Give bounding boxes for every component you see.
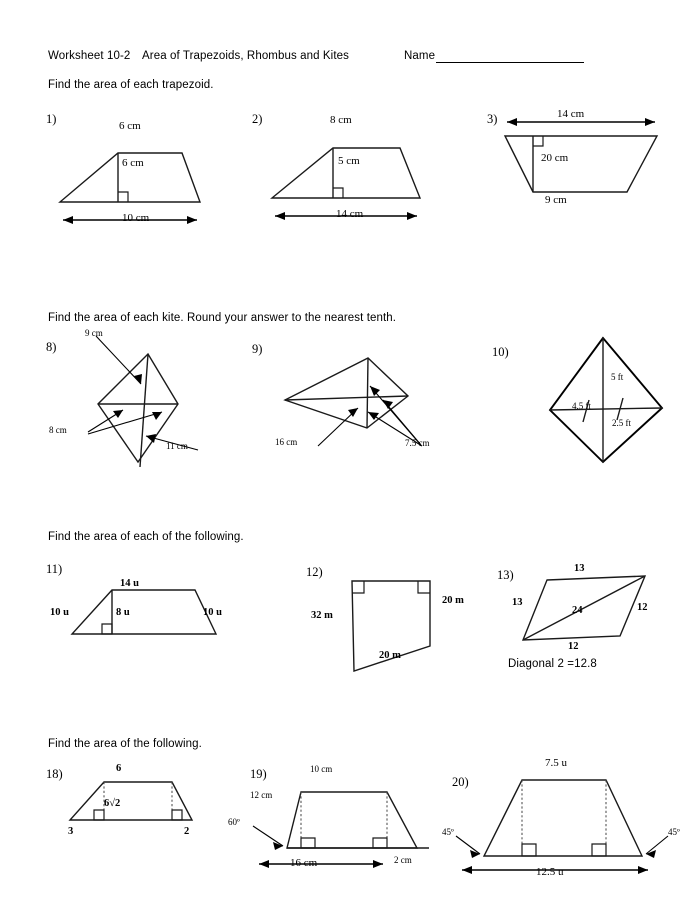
section-instruction-2: Find the area of each kite. Round your answer to the nearest tenth. (48, 312, 397, 324)
problem-number-1: 1) (46, 112, 57, 126)
figure-13 (505, 558, 690, 668)
figure-12 (330, 573, 470, 678)
problem-number-20: 20) (452, 775, 469, 789)
label-p10-left: 4.5 ft (572, 401, 591, 411)
problem-number-8: 8) (46, 340, 57, 354)
label-p18-right-base: 2 (184, 826, 190, 837)
figure-2 (265, 120, 460, 210)
label-p1-base: 10 cm (122, 212, 150, 224)
label-p19-leg: 12 cm (250, 790, 273, 800)
label-p13-right: 12 (637, 602, 648, 613)
problem-number-11: 11) (46, 562, 63, 576)
label-p8-d2: 8 cm (49, 425, 67, 435)
label-p11-left-leg: 10 u (50, 607, 69, 618)
label-p20-left-angle: 45º (442, 827, 454, 837)
label-p13-diagonal: 24 (572, 605, 583, 616)
problem-number-10: 10) (492, 345, 509, 359)
label-p13-bottom: 12 (568, 641, 579, 652)
figure-20 (440, 758, 680, 883)
label-p12-right: 20 m (442, 595, 464, 606)
label-p9-d1: 16 cm (275, 437, 298, 447)
label-p10-bottom: 2.5 ft (612, 418, 631, 428)
problem-number-3: 3) (487, 112, 498, 126)
label-p2-base: 14 cm (336, 208, 364, 220)
section-instruction-4: Find the area of the following. (48, 738, 202, 750)
label-p13-left: 13 (512, 597, 523, 608)
label-p19-top: 10 cm (310, 764, 333, 774)
label-p20-top: 7.5 u (545, 757, 567, 769)
label-p2-height: 5 cm (338, 155, 360, 167)
problem-number-9: 9) (252, 342, 263, 356)
name-label: Name (404, 50, 436, 62)
label-p12-left: 32 m (311, 610, 333, 621)
name-input-rule[interactable] (436, 62, 584, 63)
label-p3-height: 20 cm (541, 152, 569, 164)
label-p18-left-base: 3 (68, 826, 74, 837)
label-p20-right-angle: 45º (668, 827, 680, 837)
page-title: Area of Trapezoids, Rhombus and Kites (142, 50, 349, 62)
problem-number-12: 12) (306, 565, 323, 579)
label-p1-height: 6 cm (122, 157, 144, 169)
label-p11-top: 14 u (120, 578, 139, 589)
label-p9-d2: 7.5 cm (405, 438, 430, 448)
label-p18-height: 6√2 (104, 798, 121, 809)
label-p11-height: 8 u (116, 607, 130, 618)
label-p8-d3: 11 cm (166, 441, 188, 451)
figure-10 (505, 336, 690, 471)
section-instruction-3: Find the area of each of the following. (48, 531, 244, 543)
label-p13-top: 13 (574, 563, 585, 574)
figure-8 (70, 332, 250, 477)
label-p2-top: 8 cm (330, 114, 352, 126)
label-p11-right-leg: 10 u (203, 607, 222, 618)
problem-number-19: 19) (250, 767, 267, 781)
label-p3-base: 9 cm (545, 194, 567, 206)
label-p19-base: 16 cm (290, 857, 318, 869)
problem-number-18: 18) (46, 767, 63, 781)
figure-1 (55, 120, 245, 210)
label-p19-angle: 60º (228, 817, 240, 827)
label-p1-top: 6 cm (119, 120, 141, 132)
figure-19 (235, 760, 450, 875)
label-p19-extra: 2 cm (394, 855, 412, 865)
worksheet-label: Worksheet 10-2 (48, 50, 131, 62)
label-p10-top: 5 ft (611, 372, 624, 382)
label-p13-note: Diagonal 2 =12.8 (508, 658, 597, 670)
label-p18-top: 6 (116, 763, 122, 774)
label-p8-d1: 9 cm (85, 328, 103, 338)
problem-number-13: 13) (497, 568, 514, 582)
figure-9 (280, 348, 465, 458)
figure-3 (503, 114, 678, 209)
label-p3-top: 14 cm (557, 108, 585, 120)
label-p12-slant: 20 m (379, 650, 401, 661)
label-p20-base: 12.5 u (536, 866, 564, 878)
section-instruction-1: Find the area of each trapezoid. (48, 79, 214, 91)
problem-number-2: 2) (252, 112, 263, 126)
